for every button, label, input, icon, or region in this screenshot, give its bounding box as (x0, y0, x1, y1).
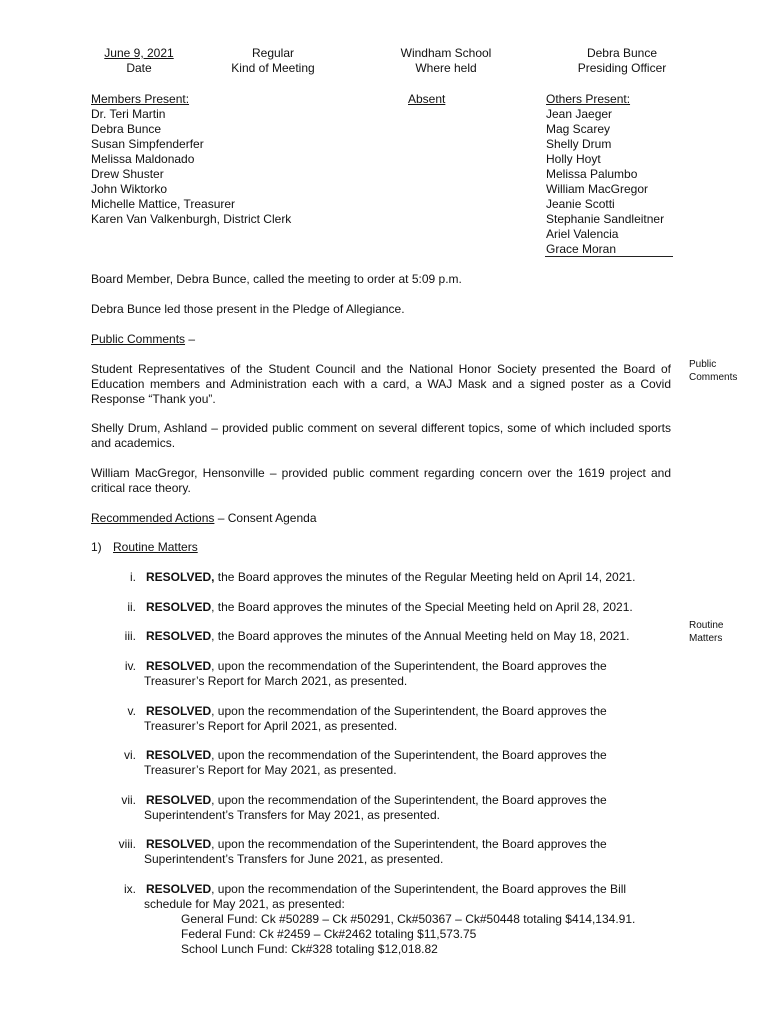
member-item: Michelle Mattice, Treasurer (91, 197, 236, 211)
resolution-number: iii. (124, 629, 136, 643)
resolution-number: vii. (121, 793, 136, 807)
other-item: Stephanie Sandleitner (546, 212, 665, 226)
resolution-text: RESOLVED, upon the recommendation of the Superintendent, the Board approves the (146, 659, 607, 673)
member-item: Karen Van Valkenburgh, District Clerk (91, 212, 292, 226)
resolution-number: v. (127, 704, 136, 718)
others-divider (545, 256, 673, 257)
call-to-order: Board Member, Debra Bunce, called the meeting to order at 5:09 p.m. (91, 272, 462, 286)
meeting-kind-label: Kind of Meeting (231, 61, 315, 75)
public-comments-heading-line (91, 332, 195, 346)
members-present-title: Members Present: (91, 92, 190, 106)
resolution-text: RESOLVED, the Board approves the minutes of the Special Meeting held on April 28, 2021. (146, 600, 633, 614)
resolved-keyword: RESOLVED (146, 882, 212, 896)
meeting-date: June 9, 2021 (104, 46, 174, 60)
others-present-title: Others Present: (546, 92, 631, 106)
resolution-text: RESOLVED, upon the recommendation of the Superintendent, the Board approves the (146, 748, 607, 762)
others-present-column (546, 92, 664, 257)
other-item: Mag Scarey (546, 122, 611, 136)
resolution-number: i. (130, 570, 136, 584)
pledge: Debra Bunce led those present in the Pledge of Allegiance. (91, 302, 405, 316)
header-place (388, 46, 504, 76)
other-item: Grace Moran (546, 242, 617, 256)
resolution-text: RESOLVED, upon the recommendation of the Superintendent, the Board approves the Bill (146, 882, 627, 896)
student-reps-paragraph: Student Representatives of the Student Council and the National Honor Society presented the Board of Education members and Administration each with a card, a WAJ Mask and a signed poster as a Covid Response “Thank you”. (91, 362, 671, 406)
recommended-actions-line (91, 511, 317, 525)
other-item: William MacGregor (546, 182, 649, 196)
header-kind (220, 46, 326, 76)
resolution-text: RESOLVED, upon the recommendation of the Superintendent, the Board approves the (146, 704, 607, 718)
resolved-keyword: RESOLVED (146, 793, 212, 807)
other-item: Melissa Palumbo (546, 167, 638, 181)
margin-note-public-comments: Public Comments (689, 359, 738, 383)
fund-lines (181, 912, 635, 957)
william-paragraph: William MacGregor, Hensonville – provided public comment regarding concern over the 1619 project and critical race theory. (91, 466, 671, 495)
resolution-number: ix. (124, 882, 136, 896)
meeting-place-label: Where held (415, 61, 477, 75)
resolution-number: iv. (124, 659, 136, 673)
routine-matters-line (91, 540, 198, 554)
meeting-kind: Regular (251, 46, 295, 60)
resolution-text: RESOLVED, upon the recommendation of the Superintendent, the Board approves the (146, 837, 607, 851)
resolution-number: vi. (124, 748, 136, 762)
resolution-text: RESOLVED, the Board approves the minutes of the Regular Meeting held on April 14, 2021. (146, 570, 636, 584)
routine-number: 1) (91, 540, 102, 554)
header-date (91, 46, 187, 76)
member-item: John Wiktorko (91, 182, 168, 196)
resolution-text-continued: Superintendent’s Transfers for June 2021, as presented. (144, 852, 444, 866)
presiding-officer: Debra Bunce (586, 46, 658, 60)
other-item: Jeanie Scotti (546, 197, 615, 211)
meeting-date-label: Date (126, 61, 152, 75)
resolved-keyword: RESOLVED (146, 659, 212, 673)
resolution-text-continued: Treasurer’s Report for May 2021, as presented. (144, 763, 397, 777)
resolution-text-continued: Treasurer’s Report for April 2021, as presented. (144, 719, 398, 733)
recommended-actions-heading: Recommended Actions (91, 511, 215, 525)
member-item: Drew Shuster (91, 167, 164, 181)
resolved-keyword: RESOLVED (146, 704, 212, 718)
meeting-place: Windham School (400, 46, 492, 60)
presiding-officer-label: Presiding Officer (577, 61, 667, 75)
resolved-keyword: RESOLVED (146, 748, 212, 762)
members-present-column (91, 92, 291, 227)
resolution-number: viii. (118, 837, 136, 851)
consent-agenda-label: – Consent Agenda (214, 511, 317, 525)
other-item: Ariel Valencia (546, 227, 619, 241)
member-item: Melissa Maldonado (91, 152, 195, 166)
other-item: Jean Jaeger (546, 107, 613, 121)
other-item: Shelly Drum (546, 137, 612, 151)
public-comments-dash: – (185, 332, 196, 346)
fund-line-general: General Fund: Ck #50289 – Ck #50291, Ck#50367 – Ck#50448 totaling $414,134.91. (181, 912, 636, 926)
member-item: Susan Simpfenderfer (91, 137, 204, 151)
margin-note-routine-matters: Routine Matters (689, 620, 724, 644)
resolution-text-continued: Treasurer’s Report for March 2021, as presented. (144, 674, 408, 688)
member-item: Debra Bunce (91, 122, 162, 136)
resolved-keyword: RESOLVED, (146, 570, 215, 584)
resolution-text: RESOLVED, the Board approves the minutes of the Annual Meeting held on May 18, 2021. (146, 629, 630, 643)
shelly-drum-paragraph: Shelly Drum, Ashland – provided public comment on several different topics, some of which included sports and academics. (91, 421, 671, 450)
other-item: Holly Hoyt (546, 152, 601, 166)
resolution-number: ii. (127, 600, 136, 614)
resolution-text: RESOLVED, upon the recommendation of the Superintendent, the Board approves the (146, 793, 607, 807)
fund-line-school-lunch: School Lunch Fund: Ck#328 totaling $12,018.82 (181, 942, 438, 956)
absent-title: Absent (408, 92, 446, 106)
resolution-text-continued: Superintendent’s Transfers for May 2021, as presented. (144, 808, 440, 822)
resolution-text-continued: schedule for May 2021, as presented: (144, 897, 345, 911)
public-comments-heading: Public Comments (91, 332, 186, 346)
member-item: Dr. Teri Martin (91, 107, 166, 121)
fund-line-federal: Federal Fund: Ck #2459 – Ck#2462 totaling $11,573.75 (181, 927, 477, 941)
resolved-keyword: RESOLVED (146, 600, 212, 614)
header-officer (566, 46, 678, 76)
resolved-keyword: RESOLVED (146, 629, 212, 643)
routine-matters-heading: Routine Matters (113, 540, 198, 554)
resolved-keyword: RESOLVED (146, 837, 212, 851)
